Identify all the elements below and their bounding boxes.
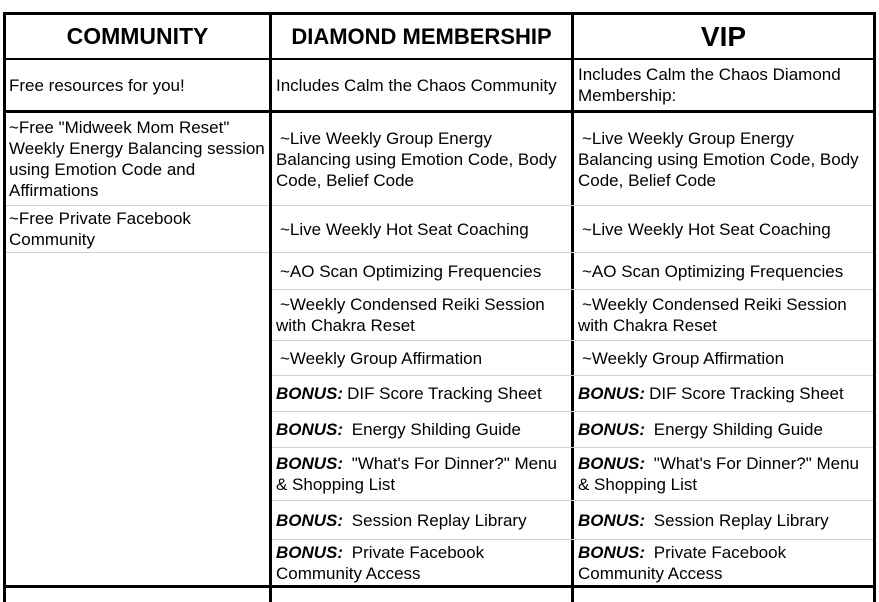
- vip-item: [578, 501, 871, 539]
- community-item-text: ~Free "Midweek Mom Reset" Weekly Energy Balancing session using Emotion Code and Affirmations: [9, 118, 265, 200]
- bonus-label: BONUS:: [276, 510, 344, 530]
- diamond-item: [276, 376, 569, 411]
- item-text: "What's For Dinner?" Menu & Shopping List: [276, 454, 558, 494]
- item-text: ~Live Weekly Hot Seat Coaching: [582, 219, 831, 239]
- diamond-item: [276, 113, 569, 205]
- item-text: Energy Shilding Guide: [347, 420, 521, 439]
- header-diamond-membership: DIAMOND MEMBERSHIP: [291, 23, 552, 49]
- diamond-item: [276, 253, 569, 289]
- intro-vip-text: Includes Calm the Chaos Diamond Membership:: [578, 65, 841, 105]
- item-text: Session Replay Library: [347, 510, 527, 530]
- bonus-label: BONUS:: [578, 510, 646, 530]
- bonus-label: BONUS:: [578, 542, 646, 562]
- diamond-item: [276, 290, 569, 340]
- vip-item: [578, 412, 871, 447]
- diamond-item: [276, 412, 569, 447]
- community-item-text: ~Free Private Facebook Community: [9, 209, 191, 249]
- item-text: "What's For Dinner?" Menu & Shopping List: [578, 454, 860, 494]
- table-left-border: [3, 12, 6, 602]
- bonus-label: BONUS:: [276, 384, 344, 403]
- header-vip: VIP: [700, 20, 747, 52]
- item-text: ~Live Weekly Hot Seat Coaching: [280, 219, 529, 239]
- row-separator: [6, 252, 269, 253]
- item-text: ~AO Scan Optimizing Frequencies: [280, 261, 542, 281]
- intro-diamond-text: Includes Calm the Chaos Community: [276, 75, 557, 95]
- item-text: ~AO Scan Optimizing Frequencies: [582, 261, 844, 281]
- diamond-item: [276, 501, 569, 539]
- community-item: [9, 113, 267, 205]
- header-community: COMMUNITY: [66, 23, 209, 49]
- item-text: ~Weekly Condensed Reiki Session with Chakra Reset: [578, 295, 847, 335]
- item-text: ~Live Weekly Group Energy Balancing using Emotion Code, Body Code, Belief Code: [578, 128, 859, 190]
- bonus-label: BONUS:: [276, 420, 344, 439]
- item-text: Session Replay Library: [649, 510, 829, 530]
- bonus-label: BONUS:: [276, 454, 344, 473]
- item-text: Private Facebook Community Access: [578, 542, 787, 583]
- intro-vip: [578, 60, 871, 110]
- vip-item: [578, 113, 871, 205]
- vip-item: [578, 376, 871, 411]
- vip-item: [578, 341, 871, 375]
- item-text: Energy Shilding Guide: [649, 420, 823, 439]
- item-text: DIF Score Tracking Sheet: [347, 384, 542, 403]
- item-text: ~Weekly Group Affirmation: [582, 348, 785, 368]
- item-text: ~Weekly Condensed Reiki Session with Chakra Reset: [276, 295, 545, 335]
- intro-community: [9, 60, 267, 110]
- vip-item: [578, 448, 871, 500]
- vip-item: [578, 290, 871, 340]
- bonus-label: BONUS:: [578, 420, 646, 439]
- intro-community-text: Free resources for you!: [9, 75, 185, 95]
- item-text: ~Weekly Group Affirmation: [280, 348, 483, 368]
- intro-diamond: [276, 60, 569, 110]
- vip-item: [578, 540, 871, 585]
- diamond-item: [276, 540, 569, 585]
- item-text: Private Facebook Community Access: [276, 542, 485, 583]
- table-bottom-border: [3, 585, 876, 588]
- diamond-item: [276, 206, 569, 252]
- diamond-item: [276, 448, 569, 500]
- item-text: ~Live Weekly Group Energy Balancing using Emotion Code, Body Code, Belief Code: [276, 128, 557, 190]
- column-divider-2: [571, 12, 574, 602]
- bonus-label: BONUS:: [578, 384, 646, 403]
- membership-comparison-table: [3, 12, 876, 602]
- bonus-label: BONUS:: [578, 454, 646, 473]
- diamond-item: [276, 341, 569, 375]
- column-divider-1: [269, 12, 272, 602]
- vip-item: [578, 253, 871, 289]
- community-item: [9, 206, 267, 252]
- vip-item: [578, 206, 871, 252]
- item-text: DIF Score Tracking Sheet: [649, 384, 844, 403]
- bonus-label: BONUS:: [276, 542, 344, 562]
- table-right-border: [873, 12, 876, 602]
